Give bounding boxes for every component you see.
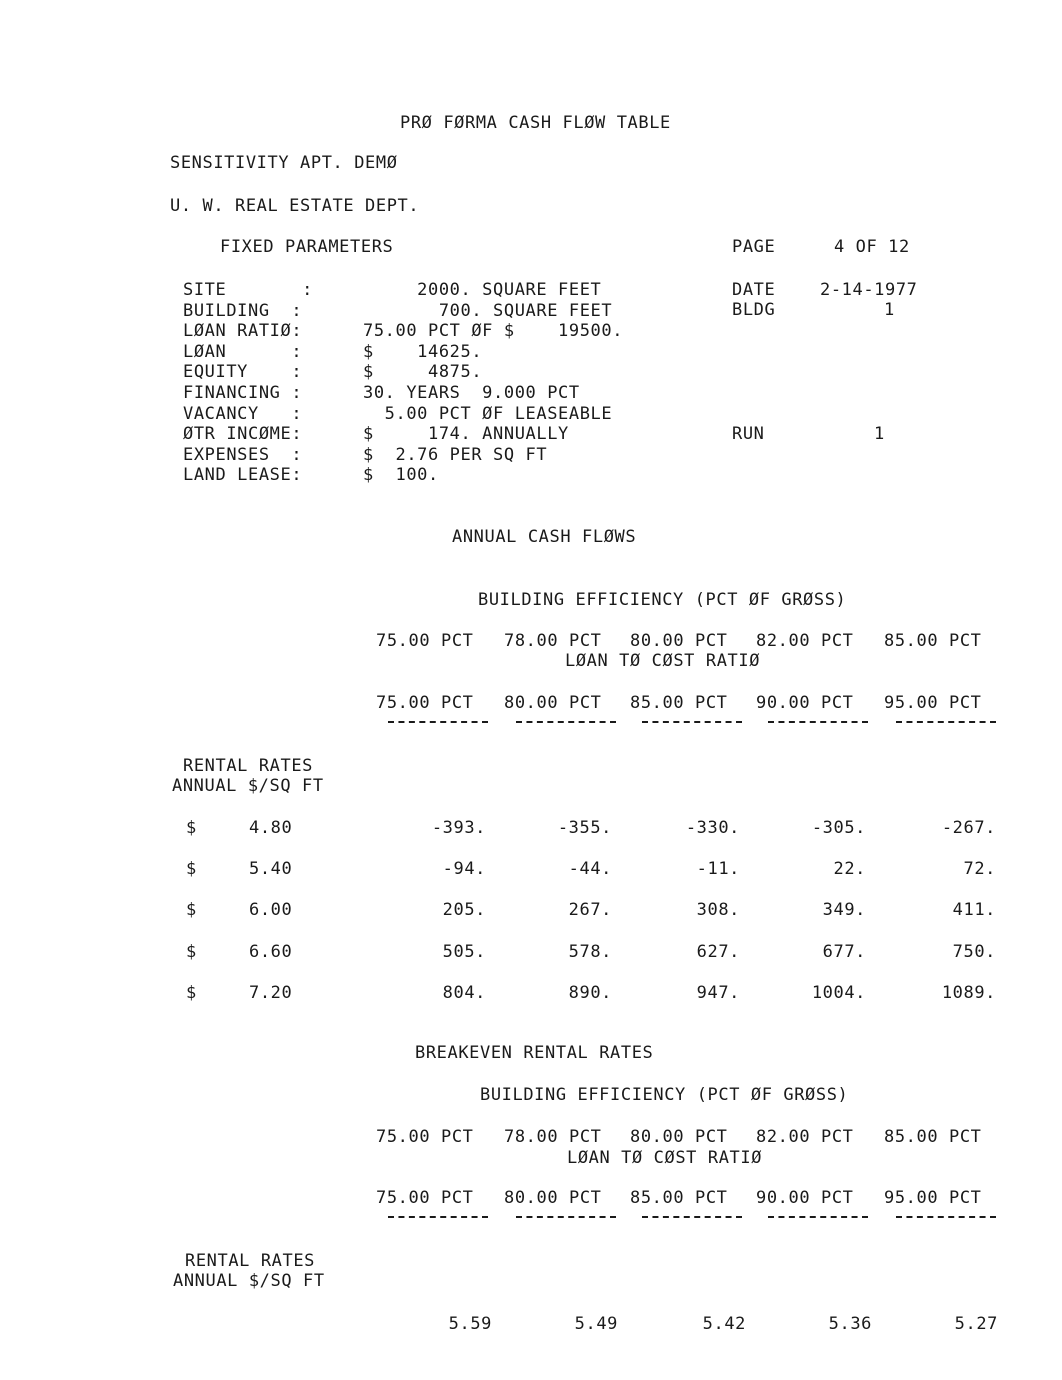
loan-to-cost-column-header: 85.00 PCT (630, 693, 728, 713)
parameter-label: BUILDING : (183, 300, 303, 321)
cash-flow-cell: 505. (442, 941, 486, 962)
parameter-label: SITE : (183, 280, 314, 300)
cash-flow-cell: -330. (685, 818, 740, 838)
date-value: 2-14-1977 (820, 280, 918, 300)
column-underline (896, 721, 996, 723)
bldg-value: 1 (884, 300, 895, 320)
parameter-value: 700. SQUARE FEET (363, 300, 613, 321)
efficiency-column-header: 85.00 PCT (884, 631, 982, 651)
row-heading-rental-rates: RENTAL RATES (183, 756, 314, 776)
cash-flow-cell: 349. (822, 900, 866, 921)
parameter-value: $ 2.76 PER SQ FT (363, 444, 548, 465)
row-heading-annual-rate-2: ANNUAL $/SQ FT (173, 1271, 325, 1291)
parameter-label: LØAN : (183, 341, 303, 362)
cash-flow-cell: -44. (568, 859, 612, 880)
parameter-value: 30. YEARS 9.000 PCT (363, 383, 580, 403)
parameter-value: $ 4875. (363, 362, 483, 383)
cash-flow-cell: 890. (568, 982, 612, 1003)
column-underline (516, 721, 616, 723)
parameter-value: $ 14625. (363, 341, 483, 362)
column-underline (768, 1216, 868, 1218)
loan-to-cost-column-header: 80.00 PCT (504, 693, 602, 713)
loan-to-cost-column-header: 80.00 PCT (504, 1188, 602, 1208)
loan-to-cost-column-header: 90.00 PCT (756, 693, 854, 713)
column-underline (642, 721, 742, 723)
rental-rate: 4.80 (249, 818, 293, 838)
breakeven-rate-cell: 5.59 (448, 1314, 492, 1334)
cash-flow-cell: 72. (963, 859, 996, 880)
parameter-label: LAND LEASE: (183, 465, 303, 486)
parameter-value: 2000. SQUARE FEET (363, 280, 602, 300)
efficiency-column-header: 85.00 PCT (884, 1127, 982, 1147)
breakeven-rate-cell: 5.36 (828, 1314, 872, 1334)
cash-flow-cell: 22. (833, 859, 866, 880)
efficiency-column-header: 82.00 PCT (756, 1127, 854, 1147)
dollar-sign: $ (186, 941, 197, 962)
loan-to-cost-heading-2: LØAN TØ CØST RATIØ (567, 1148, 763, 1168)
loan-to-cost-column-header: 95.00 PCT (884, 693, 982, 713)
cash-flow-cell: -267. (941, 818, 996, 838)
loan-to-cost-column-header: 95.00 PCT (884, 1188, 982, 1208)
cash-flow-cell: 308. (696, 900, 740, 921)
efficiency-column-header: 80.00 PCT (630, 631, 728, 651)
efficiency-column-header: 78.00 PCT (504, 1127, 602, 1147)
cash-flow-cell: 1089. (941, 982, 996, 1003)
column-underline (388, 1216, 488, 1218)
parameter-value: 5.00 PCT ØF LEASEABLE (363, 403, 613, 424)
breakeven-rate-cell: 5.42 (702, 1314, 746, 1334)
cash-flow-cell: -94. (442, 859, 486, 880)
column-underline (642, 1216, 742, 1218)
loan-to-cost-heading: LØAN TØ CØST RATIØ (565, 651, 761, 671)
annual-cash-flows-heading: ANNUAL CASH FLØWS (452, 527, 637, 547)
parameter-label: ØTR INCØME: (183, 424, 303, 445)
efficiency-column-header: 82.00 PCT (756, 631, 854, 651)
parameter-label: VACANCY : (183, 403, 303, 424)
cash-flow-cell: 947. (696, 982, 740, 1003)
cash-flow-cell: -355. (557, 818, 612, 838)
dollar-sign: $ (186, 818, 197, 838)
rental-rate: 7.20 (249, 982, 293, 1003)
parameter-value: $ 174. ANNUALLY (363, 424, 569, 445)
breakeven-heading: BREAKEVEN RENTAL RATES (415, 1043, 654, 1063)
cash-flow-cell: -11. (696, 859, 740, 880)
breakeven-rate-cell: 5.27 (954, 1314, 998, 1334)
cash-flow-cell: 677. (822, 941, 866, 962)
bldg-label: BLDG (732, 300, 776, 320)
fixed-parameters-heading: FIXED PARAMETERS (220, 237, 394, 257)
rental-rate: 6.00 (249, 900, 293, 921)
column-underline (516, 1216, 616, 1218)
loan-to-cost-column-header: 85.00 PCT (630, 1188, 728, 1208)
breakeven-rate-cell: 5.49 (574, 1314, 618, 1334)
row-heading-annual-rate: ANNUAL $/SQ FT (172, 776, 324, 796)
loan-to-cost-column-header: 75.00 PCT (376, 1188, 474, 1208)
cash-flow-cell: 627. (696, 941, 740, 962)
efficiency-heading-2: BUILDING EFFICIENCY (PCT ØF GRØSS) (480, 1085, 849, 1105)
date-label: DATE (732, 280, 776, 300)
efficiency-column-header: 78.00 PCT (504, 631, 602, 651)
dollar-sign: $ (186, 982, 197, 1003)
parameter-label: FINANCING : (183, 383, 303, 403)
cash-flow-cell: -393. (431, 818, 486, 838)
parameter-value: $ 100. (363, 465, 439, 486)
page-label: PAGE (732, 237, 776, 257)
cash-flow-cell: 750. (952, 941, 996, 962)
cash-flow-cell: 267. (568, 900, 612, 921)
efficiency-column-header: 75.00 PCT (376, 1127, 474, 1147)
column-underline (388, 721, 488, 723)
cash-flow-cell: 411. (952, 900, 996, 921)
column-underline (896, 1216, 996, 1218)
run-label: RUN (732, 424, 765, 444)
loan-to-cost-column-header: 90.00 PCT (756, 1188, 854, 1208)
page-title: PRØ FØRMA CASH FLØW TABLE (400, 113, 671, 133)
rental-rate: 5.40 (249, 859, 293, 880)
page-number: 4 OF 12 (834, 237, 910, 257)
dollar-sign: $ (186, 859, 197, 880)
run-value: 1 (874, 424, 885, 444)
cash-flow-cell: 1004. (811, 982, 866, 1003)
organization: U. W. REAL ESTATE DEPT. (170, 196, 420, 216)
efficiency-column-header: 80.00 PCT (630, 1127, 728, 1147)
efficiency-heading: BUILDING EFFICIENCY (PCT ØF GRØSS) (478, 590, 847, 610)
cash-flow-cell: 578. (568, 941, 612, 962)
cash-flow-cell: 205. (442, 900, 486, 921)
dollar-sign: $ (186, 900, 197, 921)
loan-to-cost-column-header: 75.00 PCT (376, 693, 474, 713)
parameter-value: 75.00 PCT ØF $ 19500. (363, 321, 624, 342)
cash-flow-cell: -305. (811, 818, 866, 838)
rental-rate: 6.60 (249, 941, 293, 962)
column-underline (768, 721, 868, 723)
parameter-label: EQUITY : (183, 362, 303, 383)
parameter-label: EXPENSES : (183, 444, 303, 465)
cash-flow-cell: 804. (442, 982, 486, 1003)
row-heading-rental-rates-2: RENTAL RATES (185, 1251, 316, 1271)
efficiency-column-header: 75.00 PCT (376, 631, 474, 651)
subtitle: SENSITIVITY APT. DEMØ (170, 153, 398, 173)
parameter-label: LØAN RATIØ: (183, 321, 303, 342)
